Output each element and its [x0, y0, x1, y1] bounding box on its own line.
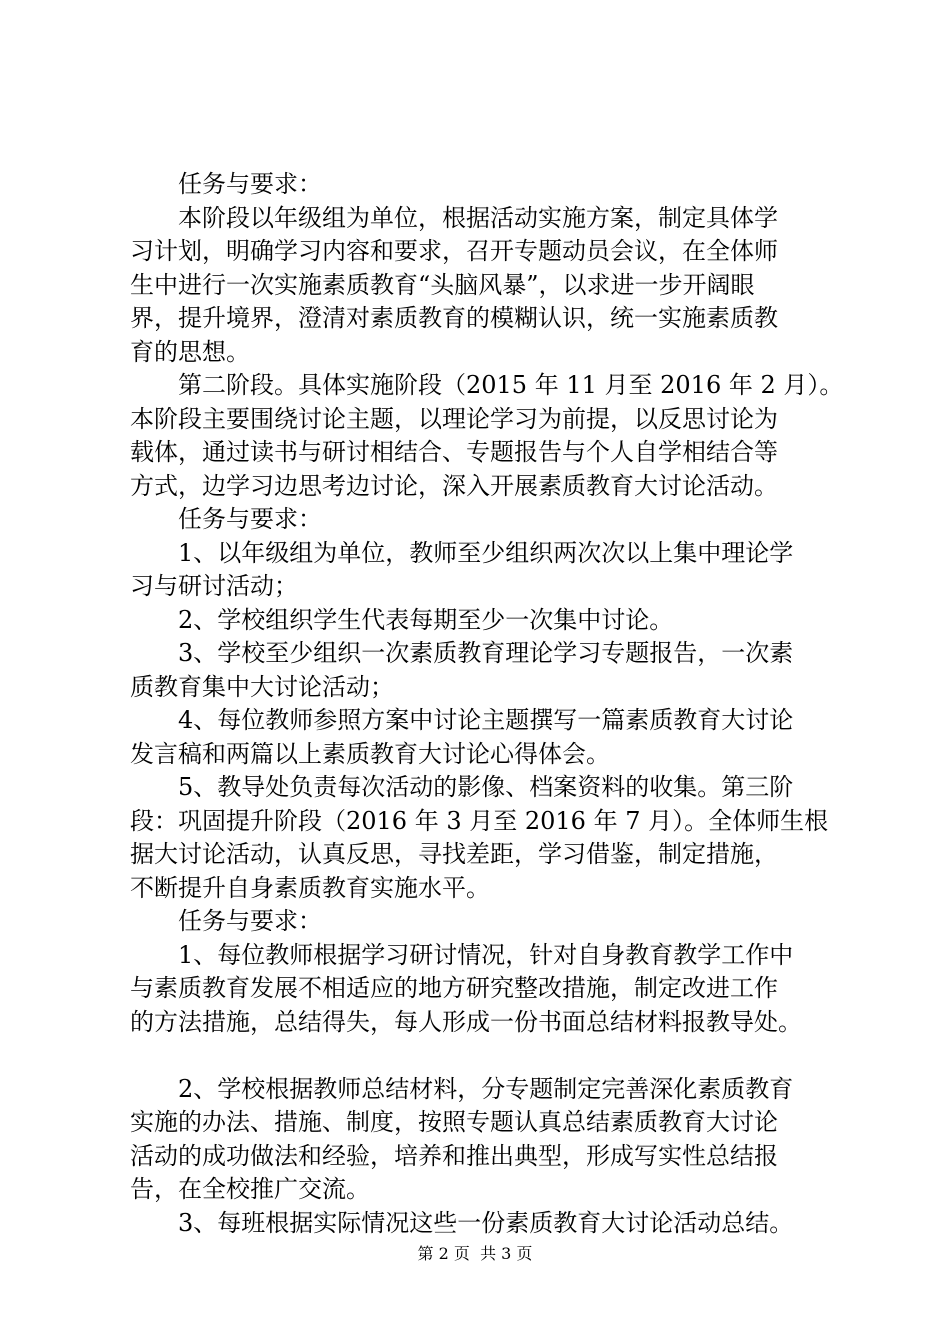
text-line: 的方法措施，总结得失，每人形成一份书面总结材料报教导处。 [130, 1007, 802, 1036]
document-body [130, 168, 844, 1240]
text-line: 3、每班根据实际情况这些一份素质教育大讨论活动总结。 [178, 1208, 794, 1237]
text-line: 任务与要求： [178, 505, 322, 533]
text-line: 3、学校至少组织一次素质教育理论学习专题报告，一次素 [178, 639, 794, 667]
text-line: 2、学校组织学生代表每期至少一次集中讨论。 [178, 605, 674, 634]
text-line: 活动的成功做法和经验，培养和推出典型，形成写实性总结报 [130, 1141, 778, 1170]
text-line: 发言稿和两篇以上素质教育大讨论心得体会。 [130, 739, 610, 768]
blank-line [130, 1039, 835, 1073]
text-line: 第二阶段。具体实施阶段（2015 年 11 月至 2016 年 2 月）。 [178, 371, 844, 399]
text-line: 育的思想。 [130, 337, 250, 366]
text-line: 5、教导处负责每次活动的影像、档案资料的收集。第三阶 [178, 773, 794, 801]
text-line: 界，提升境界，澄清对素质教育的模糊认识，统一实施素质教 [130, 304, 778, 332]
text-line: 实施的办法、措施、制度，按照专题认真总结素质教育大讨论 [130, 1108, 778, 1136]
text-line: 习计划，明确学习内容和要求，召开专题动员会议，在全体师 [130, 237, 778, 265]
text-line: 载体，通过读书与研讨相结合、专题报告与个人自学相结合等 [130, 438, 778, 466]
text-line: 本阶段以年级组为单位，根据活动实施方案，制定具体学 [178, 203, 778, 232]
text-line: 质教育集中大讨论活动； [130, 672, 394, 701]
text-line: 任务与要求： [178, 170, 322, 198]
text-line: 1、以年级组为单位，教师至少组织两次次以上集中理论学 [178, 538, 794, 567]
text-line: 据大讨论活动，认真反思，寻找差距，学习借鉴，制定措施， [130, 840, 778, 868]
text-line: 不断提升自身素质教育实施水平。 [130, 873, 490, 902]
text-line: 告，在全校推广交流。 [130, 1175, 370, 1203]
text-line: 方式，边学习边思考边讨论，深入开展素质教育大讨论活动。 [130, 471, 778, 500]
text-line: 任务与要求： [178, 907, 322, 935]
text-line: 习与研讨活动； [130, 572, 298, 600]
text-line: 与素质教育发展不相适应的地方研究整改措施，制定改进工作 [130, 974, 778, 1002]
text-line: 4、每位教师参照方案中讨论主题撰写一篇素质教育大讨论 [178, 706, 794, 734]
text-line: 段：巩固提升阶段（2016 年 3 月至 2016 年 7 月）。全体师生根 [130, 806, 829, 835]
page-footer: 第 2 页 共 3 页 [417, 1244, 533, 1263]
text-line: 本阶段主要围绕讨论主题，以理论学习为前提，以反思讨论为 [130, 404, 778, 433]
text-line: 1、每位教师根据学习研讨情况，针对自身教育教学工作中 [178, 940, 794, 969]
text-line: 2、学校根据教师总结材料，分专题制定完善深化素质教育 [178, 1074, 794, 1103]
text-line: 生中进行一次实施素质教育“头脑风暴”，以求进一步开阔眼 [130, 270, 755, 299]
